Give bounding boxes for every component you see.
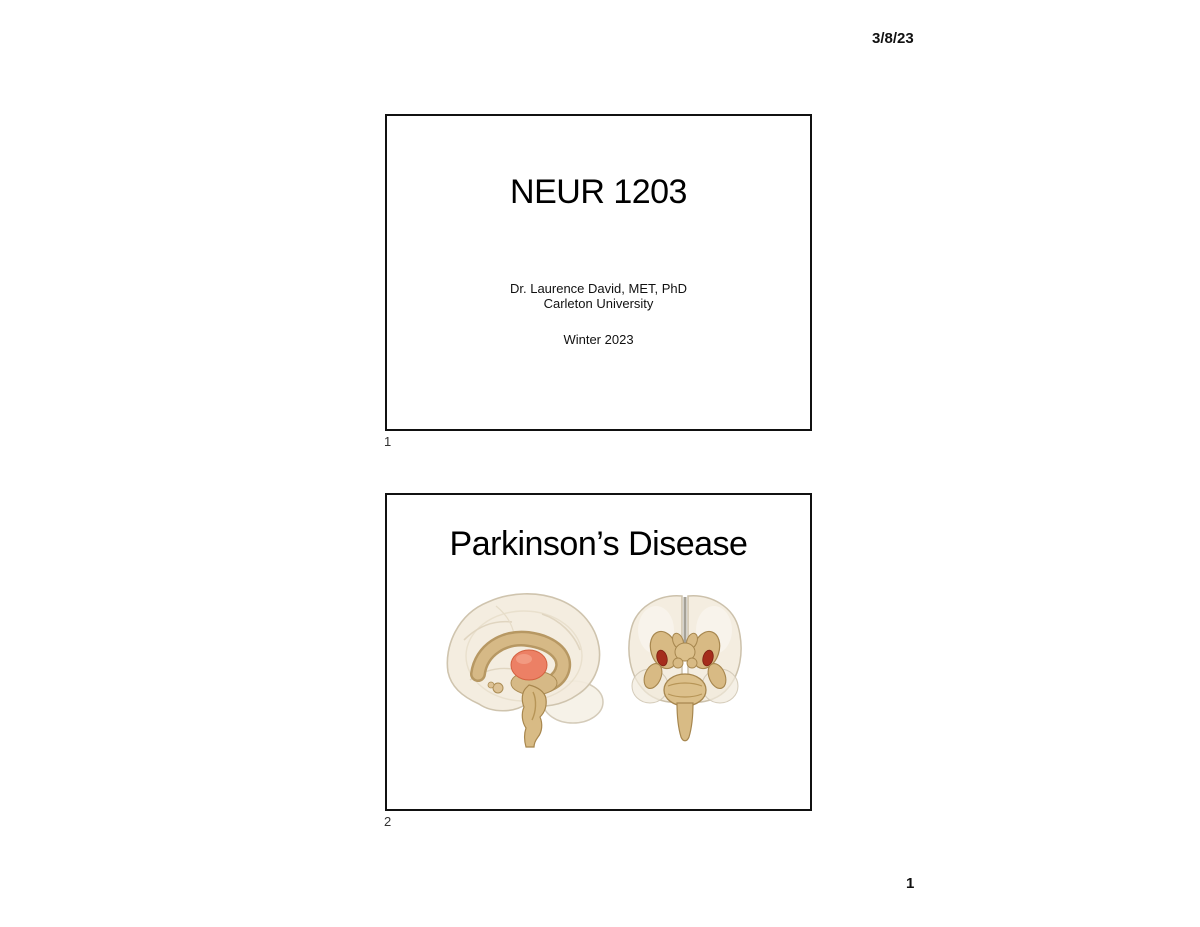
slide-1-title: NEUR 1203 — [510, 173, 687, 211]
slide-1-number: 1 — [384, 434, 392, 449]
header-date: 3/8/23 — [872, 30, 914, 47]
slide-1-author-block — [387, 281, 810, 311]
brain-illustrations-figure — [434, 588, 764, 750]
brain-sagittal-image — [447, 594, 603, 747]
slide-2-number: 2 — [384, 814, 392, 829]
slide-2-frame — [385, 493, 812, 811]
slide-1-institution: Carleton University — [543, 296, 654, 311]
brain-coronal-image — [629, 596, 741, 741]
footer-page-number: 1 — [906, 875, 915, 892]
slide-1-frame — [385, 114, 812, 431]
slide-1-author: Dr. Laurence David, MET, PhD — [509, 281, 688, 296]
slide-2-title: Parkinson’s Disease — [449, 525, 748, 563]
slide-1-term: Winter 2023 — [563, 332, 634, 347]
